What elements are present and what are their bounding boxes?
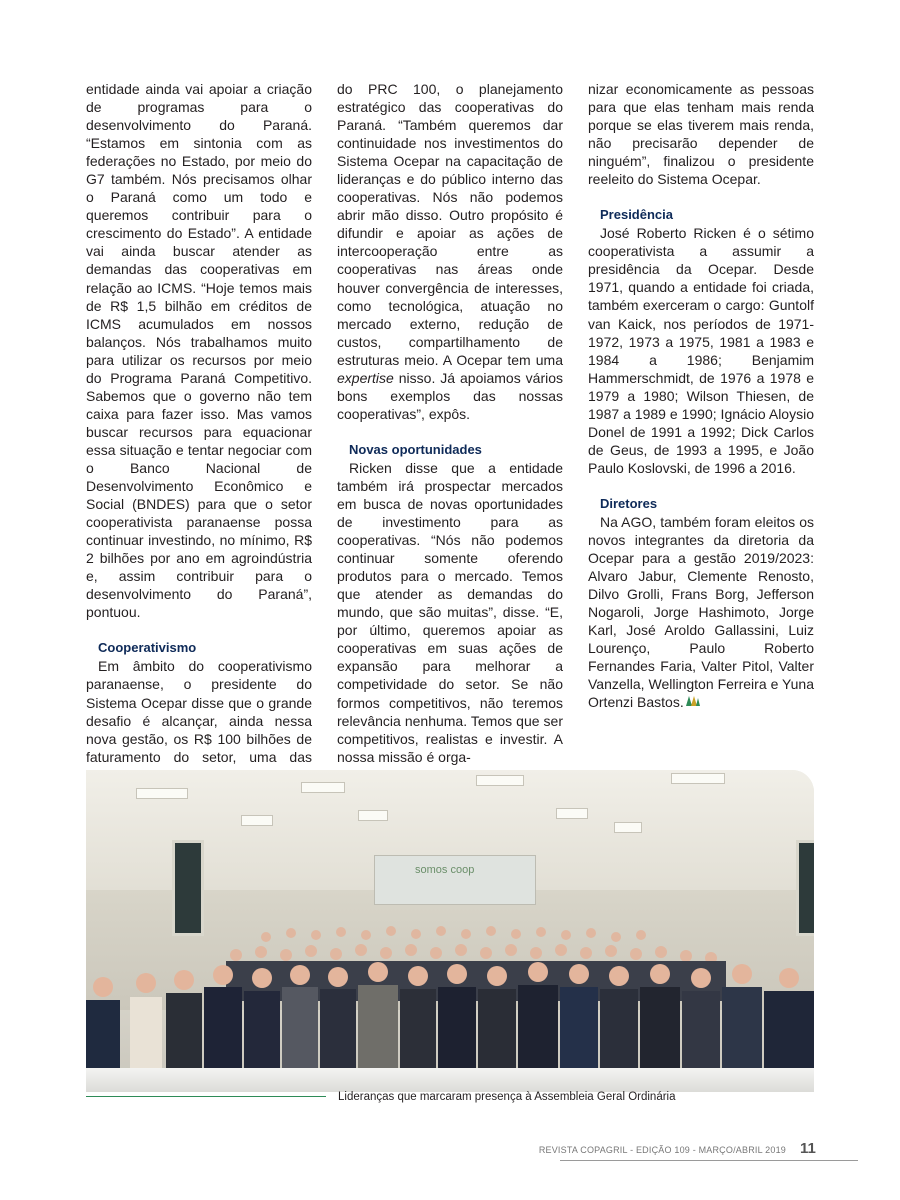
ceiling-light <box>671 773 725 784</box>
page-number: 11 <box>800 1140 816 1157</box>
section-heading-diretores: Diretores <box>600 495 658 511</box>
section-heading-novas-oportunidades: Novas oportunidades <box>349 441 482 457</box>
screen-text: somos coop <box>415 864 475 876</box>
paragraph <box>588 513 814 712</box>
ceiling-light <box>136 788 188 799</box>
photo-caption: Lideranças que marcaram presença à Assembleia Geral Ordinária <box>338 1091 676 1103</box>
ceiling-light <box>241 815 273 826</box>
ceiling-light <box>556 808 588 819</box>
projection-screen <box>374 855 536 905</box>
ceiling-light <box>358 810 388 821</box>
footer-rule <box>560 1160 858 1161</box>
text-run: do PRC 100, o planejamento estratégico das cooperativas do Paraná. “Também queremos dar continuidade nos investimentos do Sistema Ocepar na capacitação de lideranças e do público interno das cooperativas. Nós não podemos abrir mão disso. Outro propósito é difundir e apoiar as ações de intercooperação entre as cooperativas nas áreas onde houver convergência de interesses, como tecnológica, atuação no mercado externo, redução de custos, compartilhamento de estruturas meio. A Ocepar tem uma <box>337 81 563 368</box>
text-run: nisso. Já apoiamos vários bons exemplos das nossas cooperativas”, expôs. <box>337 369 563 422</box>
ceiling-light <box>614 822 642 833</box>
crowd-of-people <box>86 925 814 1092</box>
paragraph: entidade ainda vai apoiar a criação de programas para o desenvolvimento do Paraná. “Estamos em sintonia com as federações no Estado, por meio do G7 também. Nós precisamos olhar o Paraná como um todo e queremos contribuir para o crescimento do Estado”. A entidade vai ainda buscar atender as demandas das cooperativas em relação ao ICMS. “Hoje temos mais de R$ 1,5 bilhão em créditos de ICMS acumulados em nossos balanços. Nós trabalhamos muito para utilizar os recursos por meio do Programa Paraná Competitivo. Sabemos que o governo não tem caixa para fazer isso. Mas vamos buscar recursos para equacionar essa situação e tentar negociar com o Banco Nacional de Desenvolvimento Econômico e Social (BNDES) para que o setor cooperativista paranaense possa continuar investindo, no mínimo, R$ 2 bilhões por ano em agroindústria e, assim contribuir para o desenvolvimento do Paraná”, pontuou. <box>86 81 312 621</box>
photo-window <box>172 840 204 936</box>
photo-window <box>796 840 814 936</box>
ceiling-light <box>476 775 524 786</box>
paragraph <box>337 80 563 423</box>
italic-term: expertise <box>337 369 394 386</box>
paragraph: Ricken disse que a entidade também irá prospectar mercados em busca de novas oportunidades de investimento para as cooperativas. “Nós não podemos continuar somente oferendo produtos para o mercado. Temos que atender as demandas do mundo, que são muitas”, disse. “E, por último, queremos apoiar as cooperativas em suas ações de expansão para melhorar a competividade do setor. Se não formos competitivos, não teremos relevância nenhuma. Temos que ser competitivos, realistas e investir. A nossa missão é orga- <box>337 459 563 765</box>
paragraph: Em âmbito do cooperativismo paranaense, o presidente do Sistema Ocepar disse que o grande desafio é alcançar, ainda nessa nova gestão, os R$ 100 bilhões de faturamento do setor, uma das <box>86 658 312 765</box>
end-of-article-icon <box>686 696 700 707</box>
section-heading-presidencia: Presidência <box>600 207 673 223</box>
group-photo <box>86 770 814 1092</box>
ceiling-light <box>301 782 345 793</box>
section-heading-cooperativismo: Cooperativismo <box>98 640 197 656</box>
paragraph: nizar economicamente as pessoas para que elas tenham mais renda porque se elas tiverem mais renda, não precisarão depender de ninguém”, finalizou o presidente reeleito do Sistema Ocepar. <box>588 81 814 188</box>
paragraph: José Roberto Ricken é o sétimo cooperativista a assumir a presidência da Ocepar. Desde 1971, quando a entidade foi criada, também exerceram o cargo: Guntolf van Kaick, nos períodos de 1971-1972, 1973 a 1975, 1981 a 1983 e 1984 a 1986; Benjamim Hammerschmidt, de 1976 a 1978 e 1979 a 1980; Wilson Thiesen, de 1987 a 1989 e 1990; Ignácio Aloysio Donel de 1991 a 1992; Dick Carlos de Geus, de 1993 a 1995, e João Paulo Koslovski, de 1996 a 2016. <box>588 225 814 476</box>
caption-rule <box>86 1096 326 1097</box>
front-table <box>86 1068 814 1092</box>
text-run: Na AGO, também foram eleitos os novos integrantes da diretoria da Ocepar para a gestão 2019/2023: Alvaro Jabur, Clemente Renosto, Dilvo Grolli, Frans Borg, Jefferson Nogaroli, Jorge Hashimoto, Jorge Karl, José Aroldo Gallassini, Luiz Lourenço, Paulo Roberto Fernandes Faria, Valter Pitol, Valter Vanzella, Wellington Ferreira e Yuna Ortenzi Bastos. <box>588 513 814 711</box>
article-column-2 <box>337 80 563 766</box>
publication-footer: REVISTA COPAGRIL - EDIÇÃO 109 - MARÇO/ABRIL 2019 <box>538 1145 786 1155</box>
article-column-3 <box>588 80 814 711</box>
article-column-1 <box>86 80 312 784</box>
